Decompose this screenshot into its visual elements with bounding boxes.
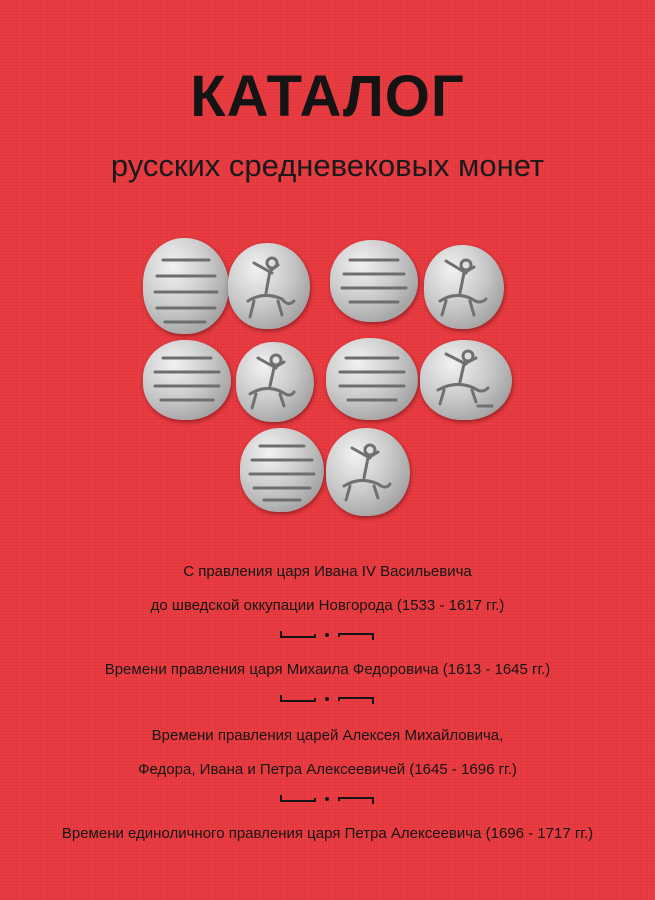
catalog-title: КАТАЛОГ (190, 64, 465, 129)
coin-inscription-icon (143, 340, 231, 420)
coin-inscription-icon (240, 428, 324, 512)
coin-inscription-icon (330, 240, 418, 322)
coin-inscription-icon (326, 338, 418, 420)
section-4-line-1: Времени единоличного правления царя Петра Алексеевича (1696 - 1717 гг.) (61, 825, 594, 842)
section-3-line-1: Времени правления царей Алексея Михайловича, (151, 727, 504, 744)
coin-rider-icon (420, 340, 512, 420)
section-2-line-1: Времени правления царя Михаила Федоровича (1613 - 1645 гг.) (104, 661, 551, 678)
section-1-line-2: до шведской оккупации Новгорода (1533 - 1617 гг.) (150, 597, 505, 614)
coin-rider-icon (236, 342, 314, 422)
ornament-divider-icon (279, 692, 375, 704)
ornament-divider-icon (279, 792, 375, 804)
section-1-line-1: С правления царя Ивана IV Васильевича (183, 563, 472, 580)
coin-rider-icon (228, 243, 310, 329)
coin-rider-icon (326, 428, 410, 516)
coin-rider-icon (424, 245, 504, 329)
catalog-subtitle: русских средневековых монет (110, 148, 545, 183)
section-3-line-2: Федора, Ивана и Петра Алексеевичей (1645 - 1696 гг.) (138, 761, 517, 778)
coin-inscription-icon (143, 238, 229, 334)
ornament-divider-icon (279, 628, 375, 640)
